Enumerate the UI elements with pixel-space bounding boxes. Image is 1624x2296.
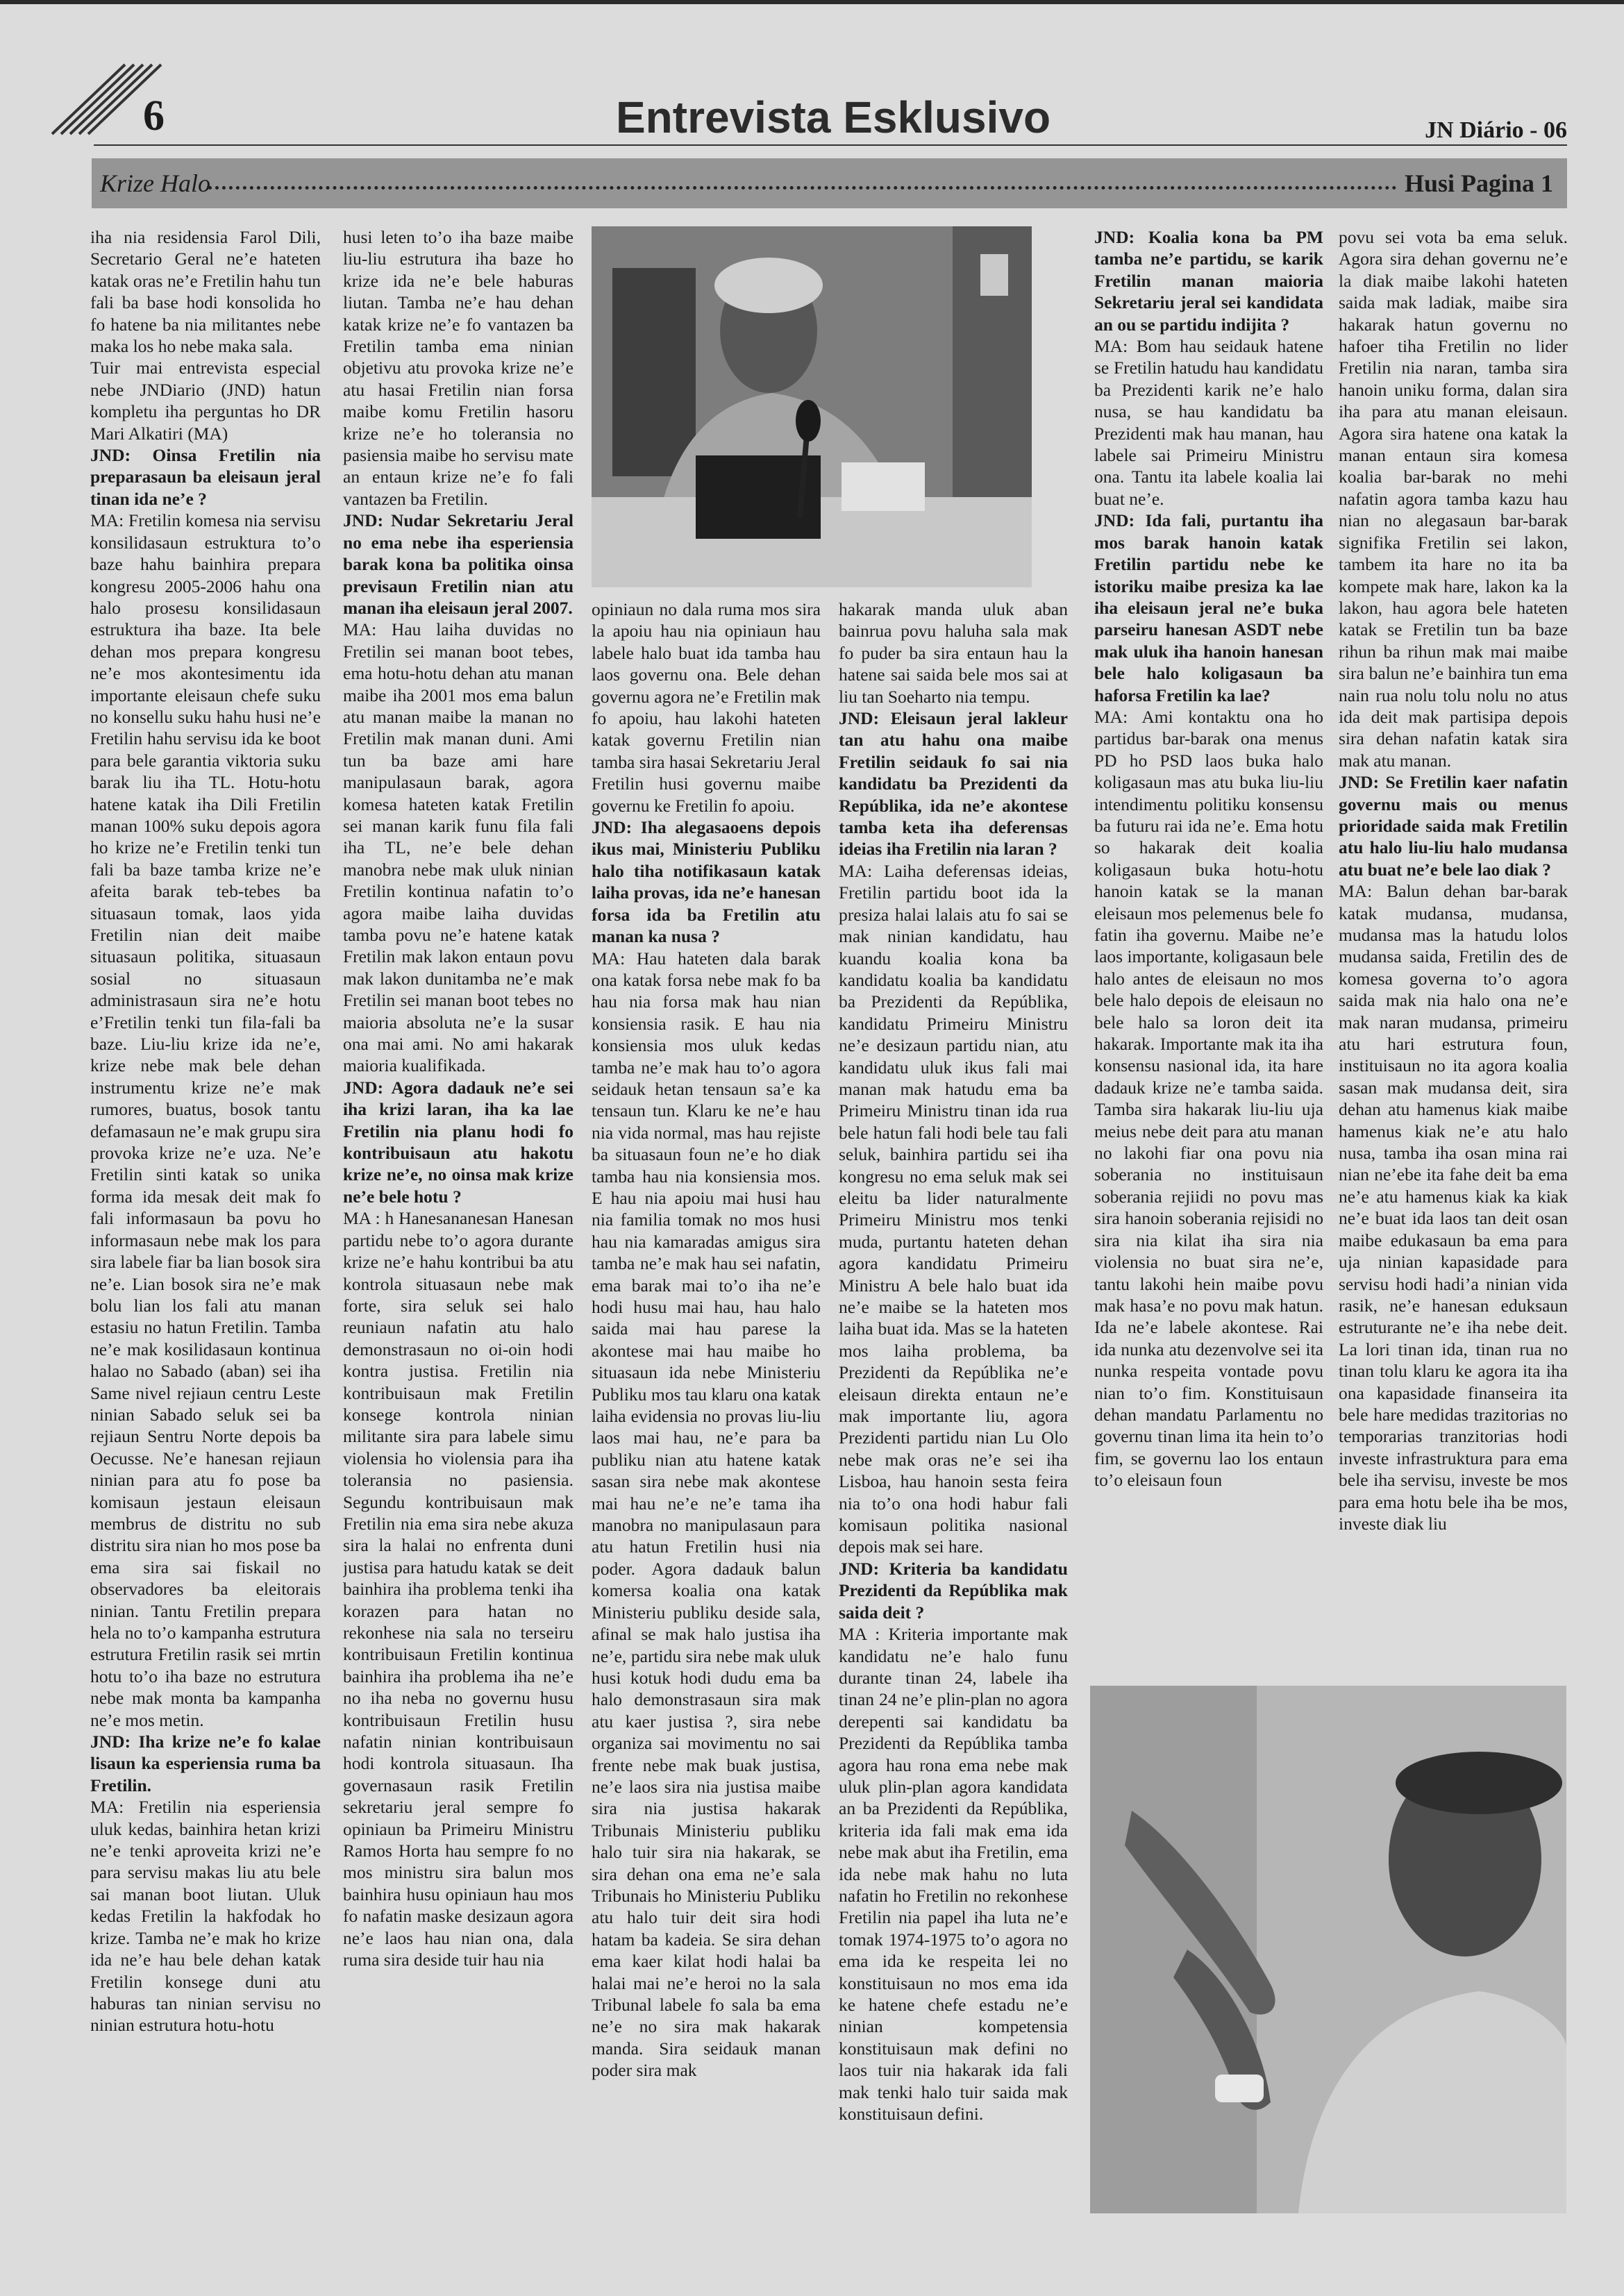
article-column-6 (1339, 226, 1568, 1665)
interview-question: JND: Eleisaun jeral lakleur tan atu hahu ona maibe Fretilin seidauk fo sai nia kandidatu ba Prezidenti da Repúblika, ida ne’e akontese tamba keta iha deferensas ideias iha Fretilin nia laran ? (839, 708, 1068, 860)
header-rule (94, 144, 1567, 146)
article-paragraph: hakarak manda uluk aban bainrua povu haluha sala mak fo puder ba sira entaun hau la hatene sai saida bele mos sai at liu tan Soeharto nia tempu. (839, 599, 1068, 707)
alkatiri-press-photo (592, 226, 1032, 587)
interview-question: JND: Koalia kona ba PM tamba ne’e partidu, se karik Fretilin manan maioria Sekretariu jeral sei kandidata an ou se partidu indijita ? (1094, 227, 1323, 335)
top-rule (0, 0, 1624, 4)
alkatiri-gesture-photo (1090, 1686, 1566, 2213)
article-paragraph: MA: Ami kontaktu ona ho partidus bar-barak ona menus PD ho PSD laos buka halo koligasaun mas atu buka liu-liu intendimentu politiku konsensu ba futuru rai ida ne’e. Ema hotu so hakarak deit koalia koligasaun buka hotu-hotu hanoin katak se la manan eleisaun mos pelemenus bele fo fatin iha governu. Maibe ne’e laos importante, koligasaun bele halo antes de eleisaun no mos bele halo depois de eleisaun no bele halo sa loron deit ita hakarak. Importante mak ita iha konsensu nasional ida, ita hare dadauk krize ne’e tamba saida. Tamba sira hakarak liu-liu uja meius nebe deit para atu manan no lakohi fiar ona povu nia soberania no instituisaun soberania rejiidi no povu mas sira hanoin soberania rejisidi no sira nia kilat iha sira nia violensia no buat sira ne’e, tantu lakohi hein maibe povu mak hasa’e no povu mak hatun. Ida ne’e labele akontese. Rai ida nunka atu dezenvolve sei ita nunka respeita vontade povu nian to’o fim. Konstituisaun dehan mandatu Parlamentu no governu tinan lima ita hein to’o fim, se governu lao los entaun to’o eleisaun foun (1094, 706, 1323, 1491)
interview-question: JND: Agora dadauk ne’e sei iha krizi laran, iha ka lae Fretilin nia planu hodi fo kontribuisaun atu hakotu krize ne’e, no oinsa mak krize ne’e bele hotu ? (343, 1077, 574, 1207)
article-paragraph: MA: Fretilin komesa nia servisu konsilidasaun estruktura to’o baze hahu bainhira prepara kongresu 2005-2006 hahu ona halo prosesu konsilidasaun estruktura iha baze. Ita bele dehan mos prepara kongresu ne’e mos akontesimentu ida importante eleisaun chefe suku no konsellu suku hahu husi ne’e Fretilin hahu servisu ida ke boot para bele garantia viktoria suku barak liu iha TL. Hotu-hotu hatene katak iha Dili Fretilin manan 100% suku depois agora ho krize ne’e Fretilin tenki tun fali ba baze tamba krize ne’e afeita barak teb-tebes ba situasaun tomak, laos yida Fretilin nian deit maibe situasaun politika, situasaun sosial no situasaun administrasaun sira ne’e hotu e’Fretilin tenki tun fila-fali ba baze. Liu-liu krize ida ne’e, krize nebe mak bele dehan instrumentu krize ne’e mak rumores, buatus, bosok tantu defamasaun ne’e mak grupu sira provoka krize ne’e uza. Ne’e Fretilin sinti katak so unika forma ida mesak deit mak fo fali informasaun ba povu ho informasaun nebe mak los para sira labele fiar ba lian bosok sira ne’e. Lian bosok sira ne’e mak bolu lian los fali atu manan estasiu no hatun Fretilin. Tamba ne’e mak kosilidasaun kontinua halao no Sabado (aban) sei iha Same nivel rejiaun centru Leste ninian Sabado seluk sei ba rejiaun Sentru Norte depois ba Oecusse. Ne’e hanesan rejiaun ninian para atu fo pose ba komisaun jestaun eleisaun membrus de distritu no sub distritu sira nian ho mos pose ba ema sira sai fiskail no observadores ba eleitorais ninian. Tantu Fretilin prepara hela no to’o kampanha estrutura estrutura Fretilin rasik sei mrtin hotu to’o iha baze no estrutura nebe mak monta ba kampanha ne’e mos metin. (90, 510, 321, 1730)
article-paragraph: MA: Bom hau seidauk hatene se Fretilin hatudu hau kandidatu ba Prezidenti karik ne’e halo nusa, se hau kandidatu ba Prezidenti mak hau manan, hau labele sai Primeiru Ministru ona. Tantu ita labele koalia lai buat ne’e. (1094, 336, 1323, 509)
article-paragraph: povu sei vota ba ema seluk. Agora sira dehan governu ne’e la diak maibe lakohi hateten saida mak ladiak, maibe sira hakarak hatun governu no hafoer tiha Fretilin no lider Fretilin nia naran, tamba sira hanoin uniku forma, dalan sira iha para atu manan eleisaun. Agora sira hatene ona katak la manan entaun sira komesa koalia bar-barak no mehi nafatin agora tamba kazu hau nian no alegasaun bar-barak signifika Fretilin sei lakon, tambem ita hare no ita ba kompete mak hare, lakon ka la lakon, hau agora bele hateten katak se Fretilin tun ba baze rihun ba rihun mak mai maibe sira balun ne’e bainhira tun ema nain rua nolu tolu nolu no atus ida deit mak partisipa depois sira dehan nafatin katak sira mak atu manan. (1339, 227, 1568, 771)
interview-question: JND: Ida fali, purtantu iha mos barak hanoin katak Fretilin partidu nebe ke istoriku maibe presiza ka lae iha eleisaun jeral ne’e buka parseiru hanesan ASDT nebe mak uluk iha hanoin hanesan bele halo koligasaun ba haforsa Fretilin ka lae? (1094, 510, 1323, 705)
continuation-title: Krize Halo (100, 169, 211, 197)
continuation-band (92, 158, 1567, 208)
leader-dots (208, 186, 1397, 190)
article-paragraph: opiniaun no dala ruma mos sira la apoiu hau nia opiniaun hau labele halo buat ida tamba hau laos governu ona. Bele dehan governu agora ne’e Fretilin mak fo apoiu, hau lakohi hateten katak governu Fretilin nian tamba sira hasai Sekretariu Jeral Fretilin husi governu maibe governu ke Fretilin fo apoiu. (592, 599, 821, 816)
continued-from: Husi Pagina 1 (1404, 169, 1553, 197)
interview-question: JND: Se Fretilin kaer nafatin governu mais ou menus prioridade saida mak Fretilin atu halo liu-liu halo mudansa atu buat ne’e bele lao diak ? (1339, 772, 1568, 880)
article-paragraph: MA: Fretilin nia esperiensia uluk kedas, bainhira hetan krizi ne’e tenki aproveita krizi ne’e para servisu makas liu atu bele sai manan boot liutan. Uluk kedas Fretilin la hakfodak ho krize. Tamba ne’e mak ho krize ida ne’e hau bele dehan katak Fretilin konsege duni atu haburas tan ninian servisu no ninian estrutura hotu-hotu (90, 1797, 321, 2036)
page-number: 6 (143, 92, 165, 140)
interview-question: JND: Iha krize ne’e fo kalae lisaun ka esperiensia ruma ba Fretilin. (90, 1732, 321, 1795)
article-column-2 (343, 226, 574, 2219)
article-paragraph: MA: Laiha deferensas ideias, Fretilin partidu boot ida la presiza halai lalais atu fo sai se mak ninian kandidatu, hau kuandu koalia kona ba kandidatu koalia ba kandidatu ba Prezidenti da Repúblika, kandidatu Primeiru Ministru ne’e desizaun partidu nian, atu kandidatu uluk ikus fali mai manan mak hatudu ema ba Primeiru Ministru tinan ida rua bele hatun fali hodi bele tau fali seluk, bainhira partidu sei iha kongresu no ema seluk mak sei eleitu ba lider naturalmente Primeiru Ministru mos tenki muda, purtantu hateten dehan agora kandidatu Primeiru Ministru A bele halo buat ida ne’e maibe se la hateten mos laiha buat ida. Mas se la hateten mos laiha problema, ba Prezidenti da Repúblika ne’e eleisaun direkta entaun ne’e mak importante liu, agora Prezidenti partidu nian Lu Olo nebe mak oras ne’e sei iha Lisboa, hau hanoin sesta feira nia to’o ona hodi habur fali komisaun politika nasional depois mak sei hare. (839, 860, 1068, 1557)
section-title: Entrevista Esklusivo (615, 92, 1051, 142)
article-paragraph: MA: Balun dehan bar-barak katak mudansa, mudansa, mudansa mas la hatudu lolos mudansa saida, Fretilin des de komesa governa to’o agora saida mak nia halo ona ne’e mak naran mudansa, primeiru atu hari estrutura foun, instituisaun no ita agora koalia sasan mak mudansa deit, sira dehan atu hamenus kiak maibe hamenus kiak ne’e atu halo nusa, tamba iha osan mina rai nian ne’ebe ita fahe deit ba ema ne’e atu hamenus kiak ka kiak ne’e buat ida laos tan deit osan maibe edukasaun ba ema para uja ninian kapasidade para servisu hodi hadi’a ninian vida rasik, ne’e hanesan eduksaun estruturante ne’e iha nebe deit. La lori tinan ida, tinan rua no tinan tolu klaru ke agora ita iha ona kapasidade finanseira ita bele hare medidas trazitorias no temporarias tranzitorias hodi investe infrastruktura para ema bele iha servisu, investe be mos para ema hotu bele iha be mos, investe diak liu (1339, 881, 1568, 1534)
article-paragraph: MA: Hau laiha duvidas no Fretilin sei manan boot tebes, ema hotu-hotu dehan atu manan maibe iha 2001 mos ema balun atu manan maibe la manan no Fretilin mak manan duni. Ami tun ba baze ami hare manipulasaun barak, agora komesa hateten katak Fretilin sei manan karik funu fila fali iha TL, ne’e bele dehan manobra nebe mak uluk ninian Fretilin kontinua nafatin to’o agora maibe laiha duvidas tamba povu ne’e hatene katak Fretilin mak lakon entaun povu mak lakon dunitamba ne’e mak Fretilin sei manan boot tebes no maioria absoluta ne’e la susar ona mai ami. No ami hakarak maioria kualifikada. (343, 619, 574, 1076)
interview-question: JND: Kriteria ba kandidatu Prezidenti da Repúblika mak saida deit ? (839, 1558, 1068, 1623)
interview-question: JND: Iha alegasaoens depois ikus mai, Ministeriu Publiku halo tiha notifikasaun katak laiha provas, ida ne’e hanesan forsa ida ba Fretilin atu manan ka nusa ? (592, 817, 821, 947)
article-column-5 (1094, 226, 1323, 1665)
article-paragraph: Tuir mai entrevista especial nebe JNDiario (JND) hatun kompletu iha perguntas ho DR Mari Alkatiri (MA) (90, 358, 321, 444)
interview-question: JND: Nudar Sekretariu Jeral no ema nebe iha esperiensia barak kona ba politika oinsa previsaun Fretilin nian atu manan iha eleisaun jeral 2007. (343, 510, 574, 618)
article-column-1 (90, 226, 321, 2219)
issue-tag: JN Diário - 06 (1425, 117, 1567, 143)
article-paragraph: MA: Hau hateten dala barak ona katak forsa nebe mak fo ba hau nia forsa mak hau nian konsiensia rasik. E hau nia konsiensia mos uluk kedas tamba ne’e mak hau to’o agora seidauk hetan tensaun sa’e ka tensaun tun. Klaru ke ne’e hau nia vida normal, mas hau rejiste ba situasaun foun ne’e ho diak tamba hau nia konsiensia mos. E hau nia apoiu mai husi hau nia familia tomak no mos husi hau nia kamaradas amigus sira tamba ne’e mak hau sei nafatin, ema barak mai to’o iha ne’e hodi husu mai hau, hau halo saida mai hau parese la akontese mai hau maibe ho situasaun ida nebe Ministeriu Publiku mos tau klaru ona katak laiha evidensia no provas liu-liu laos mai hau, ne’e para ba publiku nian atu hatene katak sasan sira nebe mak akontese mai hau ne’e ne’e tama iha manobra no manipulasaun para atu hatun Fretilin husi nia poder. Agora dadauk balun komersa koalia ona katak Ministeriu publiku deside sala, afinal se mak halo justisa iha ne’e, partidu sira nebe mak uluk husi kotuk hodi dudu ema ba halo demonstrasaun sira mak atu kaer justisa ?, sira nebe organiza sai movimentu no sai frente nebe mak buak justisa, ne’e laos sira nia justisa maibe sira nia justisa hakarak Tribunais Ministeriu publiku halo tuir sira nia hakarak, se sira dehan ona ema ne’e sala Tribunais ho Ministeriu Publiku atu halo tuir deit sira hodi hatam ba kadeia. Se sira dehan ema kaer kilat hodi halai ba halai mai ne’e heroi no la sala Tribunal labele fo sala ba ema ne’e no sira mak hakarak manda. Sira seidauk manan poder sira mak (592, 948, 821, 2081)
article-column-3 (592, 598, 821, 2219)
article-column-4 (839, 598, 1068, 2219)
interview-question: JND: Oinsa Fretilin nia preparasaun ba eleisaun jeral tinan ida ne’e ? (90, 445, 321, 509)
article-paragraph: iha nia residensia Farol Dili, Secretario Geral ne’e hateten katak oras ne’e Fretilin hahu tun fali ba base hodi konsolida ho fo hatene ba nia militantes nebe maka los ho nebe maka sala. (90, 227, 321, 357)
article-paragraph: MA : h Hanesananesan Hanesan partidu nebe to’o agora durante krize ne’e hahu kontribui ba atu kontrola situasaun nebe mak forte, sira seluk sei halo reuniaun nafatin atu halo demonstrasaun no oi-oin hodi kontra justisa. Fretilin nia kontribuisaun mak Fretilin konsege kontrola ninian militante sira para labele simu violensia ho violensia para iha toleransia no pasiensia. Segundu kontribuisaun mak Fretilin nia ema sira nebe akuza sira la halai no enfrenta duni justisa para hatudu katak se deit bainhira iha problema tenki iha korazen para hatan no rekonhese nia sala no terseiru kontribuisaun Fretilin kontinua bainhira iha problema iha ne’e no iha neba no governu husu kontribuisaun Fretilin husu nafatin ninian kontribuisaun hodi kontrola situasaun. Iha governasaun rasik Fretilin sekretariu jeral sempre fo opiniaun ba Primeiru Ministru Ramos Horta hau sempre fo no mos ministru sira balun mos bainhira husu opiniaun hau mos fo nafatin maske desizaun agora ne’e laos hau nian ona, dala ruma sira deside tuir hau nia (343, 1208, 574, 1970)
article-paragraph: husi leten to’o iha baze maibe liu-liu estrutura iha baze ho krize ida ne’e bele haburas liutan. Tamba ne’e hau dehan katak krize ne’e fo vantazen ba Fretilin tamba ema ninian objetivu atu provoka krize ne’e atu hasai Fretilin nian forsa maibe komu Fretilin hasoru krize ne’e ho toleransia no pasiensia maibe ho servisu mate an entaun krize ne’e fo fali vantazen ba Fretilin. (343, 227, 574, 509)
article-paragraph: MA : Kriteria importante mak kandidatu ne’e halo funu durante tinan 24, labele iha tinan 24 ne’e plin-plan no agora derepenti sai kandidatu ba Prezidenti da Repúblika tamba agora hau rona ema nebe mak uluk plin-plan agora kandidata an ba Prezidenti da Repúblika, kriteria ida fali mak ema ida nebe mak abut iha Fretilin, ema ida nebe mak hahu no luta nafatin ho Fretilin no rekonhese Fretilin nia papel iha luta ne’e tomak 1974-1975 to’o agora no ema ida ke respeita lei no konstituisaun no mos ema ida ke hatene chefe estadu ne’e ninian kompetensia konstituisaun mak defini no laos tuir nia hakarak ida fali mak tenki halo tuir saida mak konstituisaun defini. (839, 1624, 1068, 2125)
